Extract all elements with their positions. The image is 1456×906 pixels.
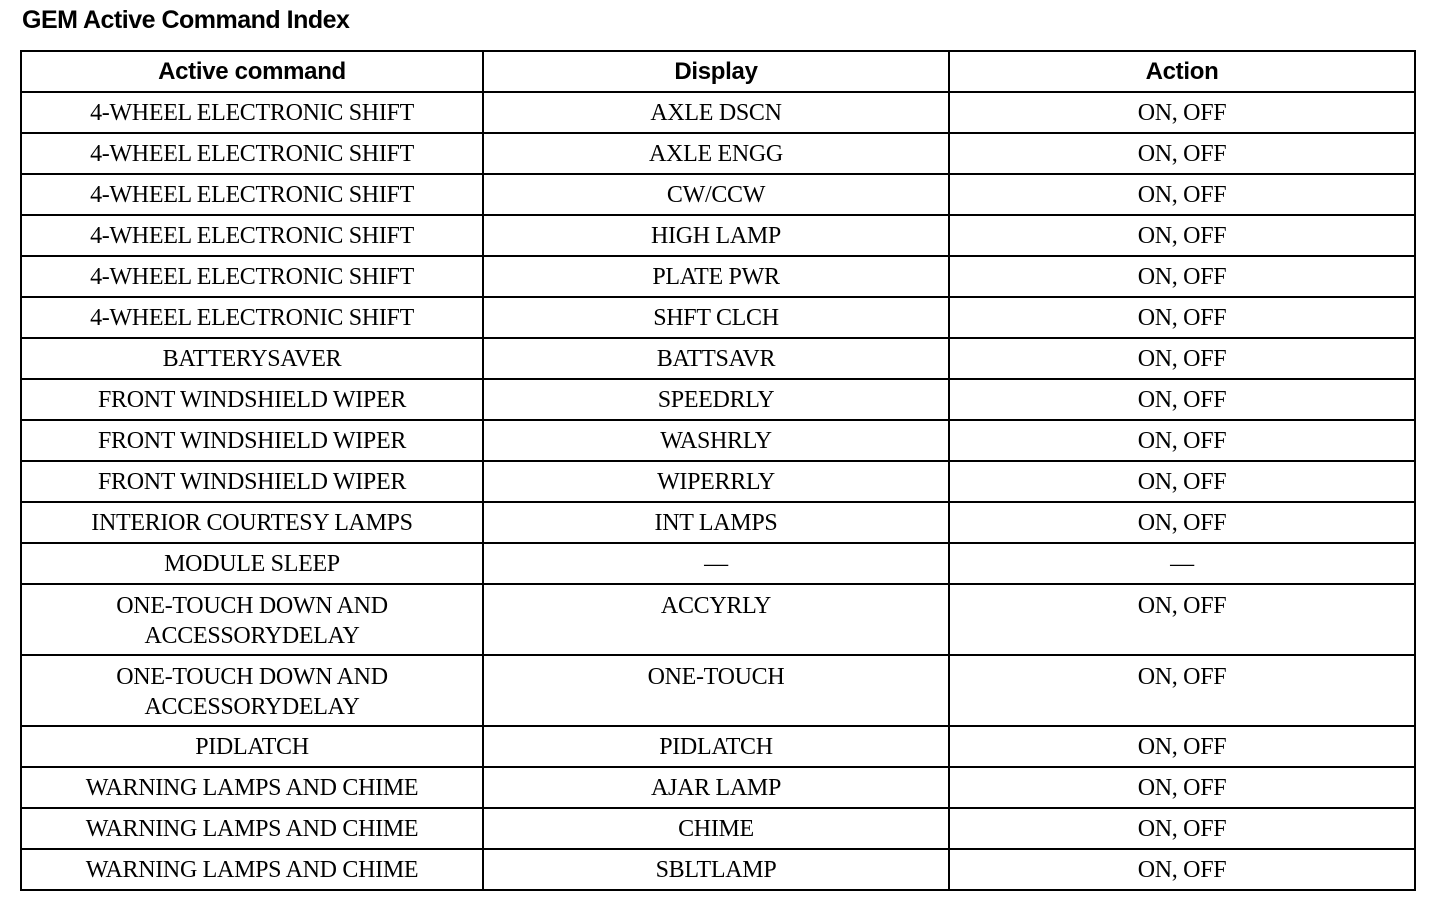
display-cell: PLATE PWR xyxy=(483,256,949,297)
table-row xyxy=(21,420,1415,461)
command-line-2: ACCESSORYDELAY xyxy=(144,623,360,649)
command-cell: PIDLATCH xyxy=(21,726,483,767)
display-cell: CHIME xyxy=(483,808,949,849)
action-cell: ON, OFF xyxy=(949,502,1415,543)
action-cell: ON, OFF xyxy=(949,420,1415,461)
action-cell: ON, OFF xyxy=(949,92,1415,133)
command-cell: WARNING LAMPS AND CHIME xyxy=(21,849,483,890)
display-cell: AJAR LAMP xyxy=(483,767,949,808)
action-cell: ON, OFF xyxy=(949,726,1415,767)
table-row xyxy=(21,543,1415,584)
command-cell: INTERIOR COURTESY LAMPS xyxy=(21,502,483,543)
command-line-2: ACCESSORYDELAY xyxy=(144,694,360,720)
table-row xyxy=(21,726,1415,767)
display-cell: WASHRLY xyxy=(483,420,949,461)
action-cell: ON, OFF xyxy=(949,461,1415,502)
command-cell: BATTERYSAVER xyxy=(21,338,483,379)
page-title: GEM Active Command Index xyxy=(22,6,350,34)
command-cell: FRONT WINDSHIELD WIPER xyxy=(21,420,483,461)
display-cell: SHFT CLCH xyxy=(483,297,949,338)
display-cell: INT LAMPS xyxy=(483,502,949,543)
table-row xyxy=(21,297,1415,338)
display-cell: ACCYRLY xyxy=(483,584,949,655)
command-cell: FRONT WINDSHIELD WIPER xyxy=(21,461,483,502)
command-cell: 4-WHEEL ELECTRONIC SHIFT xyxy=(21,92,483,133)
command-cell: 4-WHEEL ELECTRONIC SHIFT xyxy=(21,133,483,174)
command-cell: 4-WHEEL ELECTRONIC SHIFT xyxy=(21,215,483,256)
column-header-display: Display xyxy=(483,51,949,92)
action-cell: ON, OFF xyxy=(949,174,1415,215)
action-cell: ON, OFF xyxy=(949,849,1415,890)
table-row xyxy=(21,133,1415,174)
command-cell xyxy=(21,584,483,655)
action-cell: ON, OFF xyxy=(949,584,1415,655)
table-row xyxy=(21,849,1415,890)
column-header-active-command: Active command xyxy=(21,51,483,92)
table-row xyxy=(21,808,1415,849)
display-cell: HIGH LAMP xyxy=(483,215,949,256)
action-cell: ON, OFF xyxy=(949,767,1415,808)
command-cell: 4-WHEEL ELECTRONIC SHIFT xyxy=(21,256,483,297)
column-header-action: Action xyxy=(949,51,1415,92)
table-row xyxy=(21,256,1415,297)
command-cell: WARNING LAMPS AND CHIME xyxy=(21,808,483,849)
display-cell: WIPERRLY xyxy=(483,461,949,502)
action-cell: — xyxy=(949,543,1415,584)
display-cell: AXLE DSCN xyxy=(483,92,949,133)
action-cell: ON, OFF xyxy=(949,338,1415,379)
table-row xyxy=(21,379,1415,420)
action-cell: ON, OFF xyxy=(949,133,1415,174)
command-cell: WARNING LAMPS AND CHIME xyxy=(21,767,483,808)
display-cell: BATTSAVR xyxy=(483,338,949,379)
command-line-1: ONE-TOUCH DOWN AND xyxy=(116,664,388,690)
display-cell: ONE-TOUCH xyxy=(483,655,949,726)
action-cell: ON, OFF xyxy=(949,215,1415,256)
display-cell: SPEEDRLY xyxy=(483,379,949,420)
table-row xyxy=(21,655,1415,726)
header-row xyxy=(21,51,1415,92)
table-row xyxy=(21,174,1415,215)
table-row xyxy=(21,215,1415,256)
display-cell: PIDLATCH xyxy=(483,726,949,767)
table-row xyxy=(21,92,1415,133)
action-cell: ON, OFF xyxy=(949,655,1415,726)
action-cell: ON, OFF xyxy=(949,297,1415,338)
display-cell: — xyxy=(483,543,949,584)
table-row xyxy=(21,584,1415,655)
table-row xyxy=(21,338,1415,379)
table-row xyxy=(21,767,1415,808)
command-cell: 4-WHEEL ELECTRONIC SHIFT xyxy=(21,174,483,215)
display-cell: CW/CCW xyxy=(483,174,949,215)
active-command-table xyxy=(20,50,1416,891)
action-cell: ON, OFF xyxy=(949,256,1415,297)
command-cell xyxy=(21,655,483,726)
action-cell: ON, OFF xyxy=(949,379,1415,420)
table-row xyxy=(21,461,1415,502)
table-row xyxy=(21,502,1415,543)
command-cell: 4-WHEEL ELECTRONIC SHIFT xyxy=(21,297,483,338)
command-line-1: ONE-TOUCH DOWN AND xyxy=(116,593,388,619)
command-cell: MODULE SLEEP xyxy=(21,543,483,584)
display-cell: SBLTLAMP xyxy=(483,849,949,890)
display-cell: AXLE ENGG xyxy=(483,133,949,174)
command-cell: FRONT WINDSHIELD WIPER xyxy=(21,379,483,420)
action-cell: ON, OFF xyxy=(949,808,1415,849)
